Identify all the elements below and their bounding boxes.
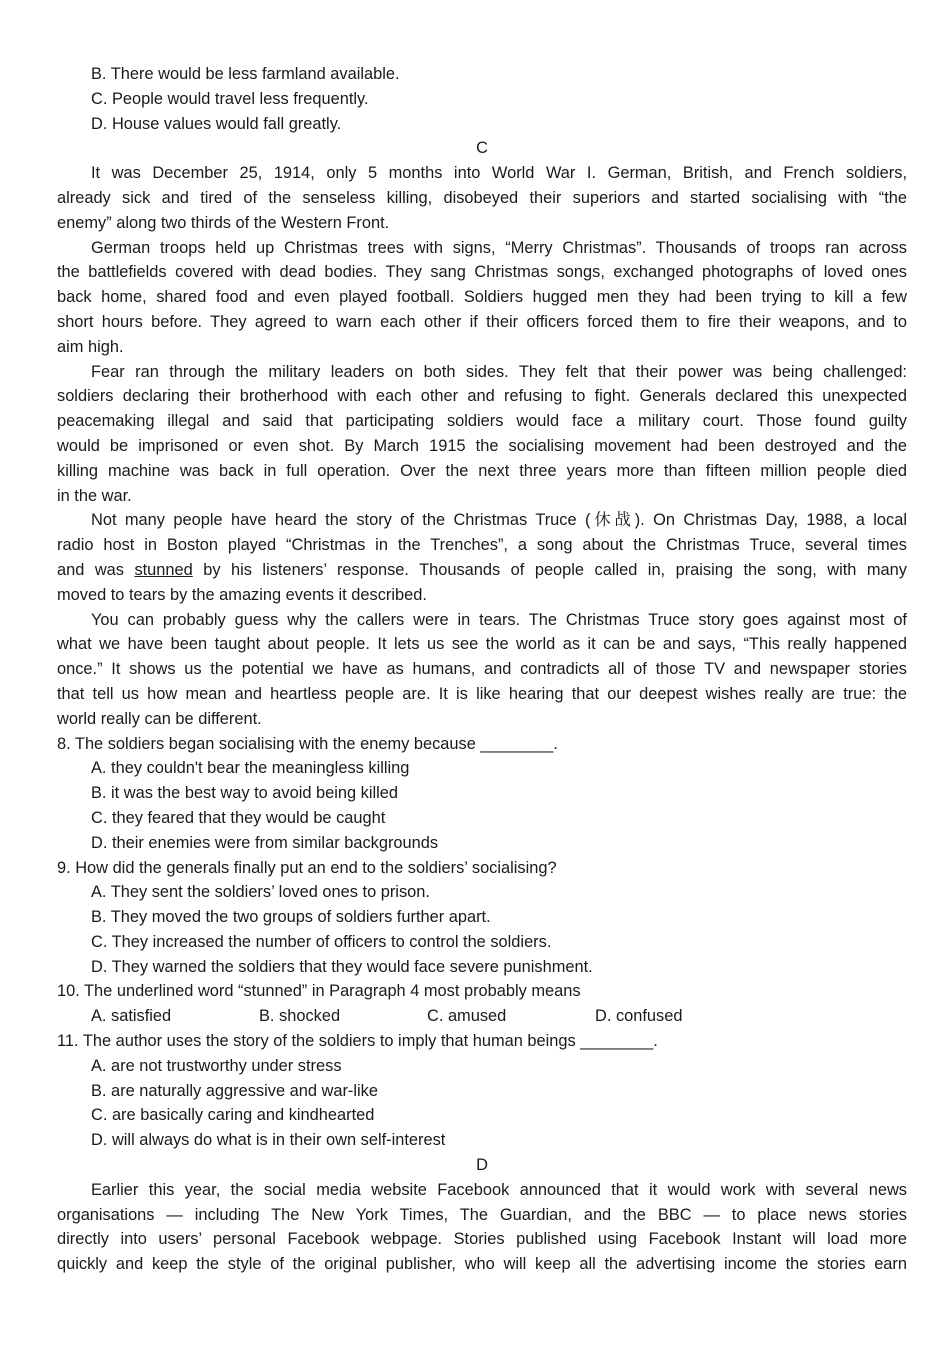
passage-c-text: by his listeners’ response. Thousands of people called in, praising the song, with many [203, 560, 907, 579]
passage-c-text: and was [57, 560, 124, 579]
passage-c-line: Fear ran through the military leaders on both sides. They felt that their power was being challenged: [91, 362, 907, 381]
passage-c-line: in the war. [57, 486, 132, 505]
passage-c-line: radio host in Boston played “Christmas in the Trenches”, a song about the Christmas Truce, several times [57, 536, 907, 555]
passage-d-line: directly into users’ personal Facebook webpage. Stories published using Facebook Instant will load more [57, 1230, 907, 1249]
q10-option-b: B. shocked [259, 1007, 341, 1026]
passage-c-line: once.” It shows us the potential we have as humans, and contradicts all of those TV and newspaper stories [57, 660, 907, 679]
q10-stem: 10. The underlined word “stunned” in Paragraph 4 most probably means [57, 982, 581, 1001]
passage-c-line: the battlefields covered with dead bodies. They sang Christmas songs, exchanged photographs of loved ones [57, 263, 907, 282]
exam-page [57, 62, 907, 1277]
passage-c-line: short hours before. They agreed to warn each other if their officers forced them to fire their weapons, and to [57, 312, 907, 331]
passage-c-line: killing machine was back in full operation. Over the next three years more than fifteen million people died [57, 461, 907, 480]
passage-c-line: German troops held up Christmas trees with signs, “Merry Christmas”. Thousands of troops ran across [91, 238, 907, 257]
q10-option-a: A. satisfied [91, 1007, 172, 1026]
passage-c-line: already sick and tired of the senseless killing, disobeyed their superiors and started socialising with “the [57, 188, 907, 207]
passage-d-heading: D [476, 1156, 488, 1175]
passage-c-line: soldiers declaring their brotherhood with each other and refusing to fight. Generals declared this unexpected [57, 387, 907, 406]
passage-c-heading: C [476, 139, 488, 158]
passage-c-line: moved to tears by the amazing events it described. [57, 585, 427, 604]
passage-c-line: would be imprisoned or even shot. By March 1915 the socialising movement had been destroyed and the [57, 436, 907, 455]
q10-option-d: D. confused [595, 1007, 683, 1026]
passage-c-line: peacemaking illegal and said that participating soldiers would face a military court. Those found guilty [57, 412, 907, 431]
q9-option-a: A. They sent the soldiers’ loved ones to prison. [91, 883, 430, 902]
passage-c-line: back home, shared food and even played football. Soldiers hugged men they had been trying to kill a few [57, 288, 907, 307]
q7-option-d: D. House values would fall greatly. [91, 114, 342, 133]
q9-option-b: B. They moved the two groups of soldiers further apart. [91, 908, 491, 927]
q8-stem: 8. The soldiers began socialising with the enemy because ________. [57, 734, 558, 753]
passage-d-line: organisations — including The New York Times, The Guardian, and the BBC — to place news stories [57, 1205, 907, 1224]
q10-option-c: C. amused [427, 1007, 507, 1026]
q8-option-c: C. they feared that they would be caught [91, 808, 386, 827]
q11-option-b: B. are naturally aggressive and war-like [91, 1081, 378, 1100]
q11-option-c: C. are basically caring and kindhearted [91, 1106, 375, 1125]
passage-c-line: what we have been taught about people. It lets us see the world as it can be and says, “This really happened [57, 635, 907, 654]
underlined-word-stunned: stunned [134, 560, 193, 579]
q7-option-c: C. People would travel less frequently. [91, 89, 369, 108]
passage-c-line: aim high. [57, 337, 124, 356]
passage-c-line: Not many people have heard the story of the Christmas Truce (休战). On Christmas Day, 1988, a local [91, 511, 907, 530]
passage-c-line: that tell us how mean and heartless people are. It is like hearing that our deepest wishes really are true: the [57, 684, 907, 703]
passage-c-line-stunned [57, 558, 907, 583]
q11-stem: 11. The author uses the story of the soldiers to imply that human beings ________. [57, 1032, 658, 1051]
q8-option-b: B. it was the best way to avoid being killed [91, 784, 399, 803]
q8-option-a: A. they couldn't bear the meaningless killing [91, 759, 410, 778]
q10-options [57, 1004, 907, 1029]
q9-option-d: D. They warned the soldiers that they would face severe punishment. [91, 957, 593, 976]
passage-c-line: enemy” along two thirds of the Western Front. [57, 213, 390, 232]
passage-c-line: It was December 25, 1914, only 5 months into World War I. German, British, and French soldiers, [91, 164, 907, 183]
passage-d-line: quickly and keep the style of the original publisher, who will keep all the advertising income the stories earn [57, 1255, 907, 1274]
q9-option-c: C. They increased the number of officers to control the soldiers. [91, 932, 552, 951]
passage-c-line: world really can be different. [57, 709, 262, 728]
q7-option-b: B. There would be less farmland available. [91, 65, 400, 83]
q11-option-d: D. will always do what is in their own self-interest [91, 1131, 446, 1150]
passage-c-line: You can probably guess why the callers were in tears. The Christmas Truce story goes against most of [91, 610, 907, 629]
q11-option-a: A. are not trustworthy under stress [91, 1056, 342, 1075]
passage-d-line: Earlier this year, the social media website Facebook announced that it would work with several news [91, 1180, 907, 1199]
q8-option-d: D. their enemies were from similar backgrounds [91, 833, 439, 852]
q9-stem: 9. How did the generals finally put an end to the soldiers’ socialising? [57, 858, 557, 877]
